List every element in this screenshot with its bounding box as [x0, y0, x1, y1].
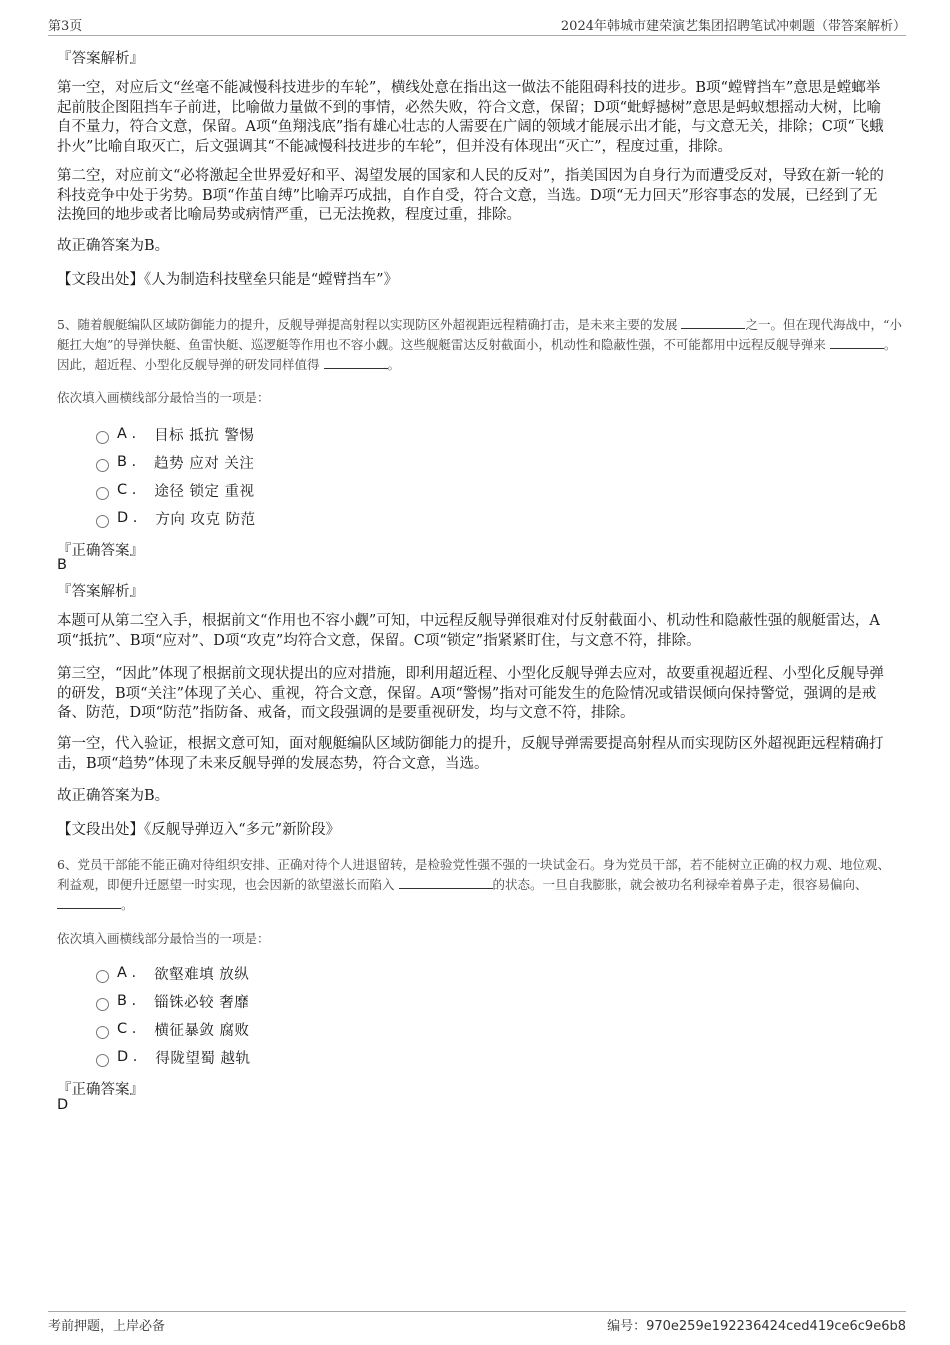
- answer-conclusion: 故正确答案为B。: [57, 788, 170, 804]
- document-title: 2024年韩城市建荣演艺集团招聘笔试冲刺题（带答案解析）: [560, 19, 906, 34]
- option-b[interactable]: B . 趋势 应对 关注: [96, 451, 254, 473]
- correct-answer: D: [57, 1097, 69, 1113]
- option-d[interactable]: D . 得陇望蜀 越轨: [96, 1046, 251, 1068]
- question-instruction: 依次填入画横线部分最恰当的一项是：: [57, 390, 270, 405]
- question-stem: 6、党员干部能不能正确对待组织安排、正确对待个人进退留转，是检验党性强不强的一块试金石。身为党员干部，若不能树立正确的权力观、地位观、利益观，即便升迁愿望一时实现，也会因新的欲望滋长而陷入 的状态。一旦自我膨胀，就会被功名利禄牵着鼻子走，很容易偏向、 。: [57, 857, 890, 912]
- analysis-paragraph: 本题可从第二空入手，根据前文“作用也不容小觑”可知，中远程反舰导弹很难对付反射截面小、机动性和隐蔽性强的舰艇雷达，A项“抵抗”、B项“应对”、D项“攻克”均符合文意，保留。C项“锁定”指紧紧盯住，与文意不符，排除。: [57, 613, 880, 649]
- option-d[interactable]: D . 方向 攻克 防范: [96, 507, 256, 529]
- question-stem: 5、随着舰艇编队区域防御能力的提升，反舰导弹提高射程以实现防区外超视距远程精确打击，是未来主要的发展 之一。但在现代海战中，“小艇扛大炮”的导弹快艇、鱼雷快艇、巡逻艇等作用也不容小觑。这些舰艇雷达反射截面小，机动性和隐蔽性强，不可能都用中远程反舰导弹来 。因此，超近程、小型化反舰导弹的研发同样值得 。: [57, 317, 902, 372]
- analysis-label: 『答案解析』: [57, 584, 144, 600]
- radio-icon[interactable]: [96, 459, 109, 472]
- radio-icon[interactable]: [96, 1054, 109, 1067]
- page-number: 第3页: [48, 19, 83, 34]
- radio-icon[interactable]: [96, 970, 109, 983]
- option-c[interactable]: C . 途径 锁定 重视: [96, 479, 255, 501]
- fill-blank: [324, 355, 388, 369]
- correct-answer-label: 『正确答案』: [57, 1082, 144, 1098]
- correct-answer-label: 『正确答案』: [57, 543, 144, 559]
- source-citation: 【文段出处】《人为制造科技壁垒只能是“螳臂挡车”》: [57, 272, 399, 288]
- radio-icon[interactable]: [96, 998, 109, 1011]
- option-a[interactable]: A . 目标 抵抗 警惕: [96, 423, 254, 445]
- correct-answer: B: [57, 557, 67, 573]
- option-c[interactable]: C . 横征暴敛 腐败: [96, 1018, 249, 1040]
- page-footer: [48, 1311, 906, 1334]
- source-citation: 【文段出处】《反舰导弹迈入“多元”新阶段》: [57, 822, 341, 838]
- fill-blank: [399, 875, 493, 889]
- analysis-paragraph: 第一空，代入验证，根据文意可知，面对舰艇编队区域防御能力的提升，反舰导弹需要提高射程从而实现防区外超视距远程精确打击，B项“趋势”体现了未来反舰导弹的发展态势，符合文意，当选。: [57, 736, 884, 772]
- footer-slogan: 考前押题，上岸必备: [48, 1319, 166, 1334]
- question-instruction: 依次填入画横线部分最恰当的一项是：: [57, 931, 270, 946]
- radio-icon[interactable]: [96, 515, 109, 528]
- page-header: [48, 13, 906, 36]
- option-a[interactable]: A . 欲壑难填 放纵: [96, 962, 249, 984]
- analysis-paragraph: 第一空，对应后文“丝毫不能减慢科技进步的车轮”，横线处意在指出这一做法不能阻碍科技的进步。B项“螳臂挡车”意思是螳螂举起前肢企图阻挡车子前进，比喻做力量做不到的事情，必然失败，符合文意，保留；D项“蚍蜉撼树”意思是蚂蚁想摇动大树，比喻自不量力，符合文意，保留。A项“鱼翔浅底”指有雄心壮志的人需要在广阔的领域才能展示出才能，与文意无关，排除；C项“飞蛾扑火”比喻自取灭亡，后文强调其“不能减慢科技进步的车轮”，但并没有体现出“灭亡”，程度过重，排除。: [57, 80, 884, 155]
- document-id: 编号：970e259e192236424ced419ce6c9e6b8: [607, 1319, 906, 1334]
- fill-blank: [57, 895, 121, 909]
- radio-icon[interactable]: [96, 487, 109, 500]
- option-b[interactable]: B . 锱铢必较 奢靡: [96, 990, 249, 1012]
- answer-conclusion: 故正确答案为B。: [57, 238, 170, 254]
- analysis-paragraph: 第二空，对应前文“必将激起全世界爱好和平、渴望发展的国家和人民的反对”，指美国因为自身行为而遭受反对，导致在新一轮的科技竞争中处于劣势。B项“作茧自缚”比喻弄巧成拙，自作自受，符合文意，当选。D项“无力回天”形容事态的发展，已经到了无法挽回的地步或者比喻局势或病情严重，已无法挽救，程度过重，排除。: [57, 168, 884, 223]
- radio-icon[interactable]: [96, 1026, 109, 1039]
- analysis-label: 『答案解析』: [57, 51, 144, 67]
- fill-blank: [830, 335, 884, 349]
- radio-icon[interactable]: [96, 431, 109, 444]
- fill-blank: [681, 315, 745, 329]
- analysis-paragraph: 第三空，“因此”体现了根据前文现状提出的应对措施，即利用超近程、小型化反舰导弹去应对，故要重视超近程、小型化反舰导弹的研发，B项“关注”体现了关心、重视，符合文意，保留。A项“警惕”指对可能发生的危险情况或错误倾向保持警觉，强调的是戒备、防范，D项“防范”指防备、戒备，而文段强调的是要重视研发，均与文意不符，排除。: [57, 666, 884, 721]
